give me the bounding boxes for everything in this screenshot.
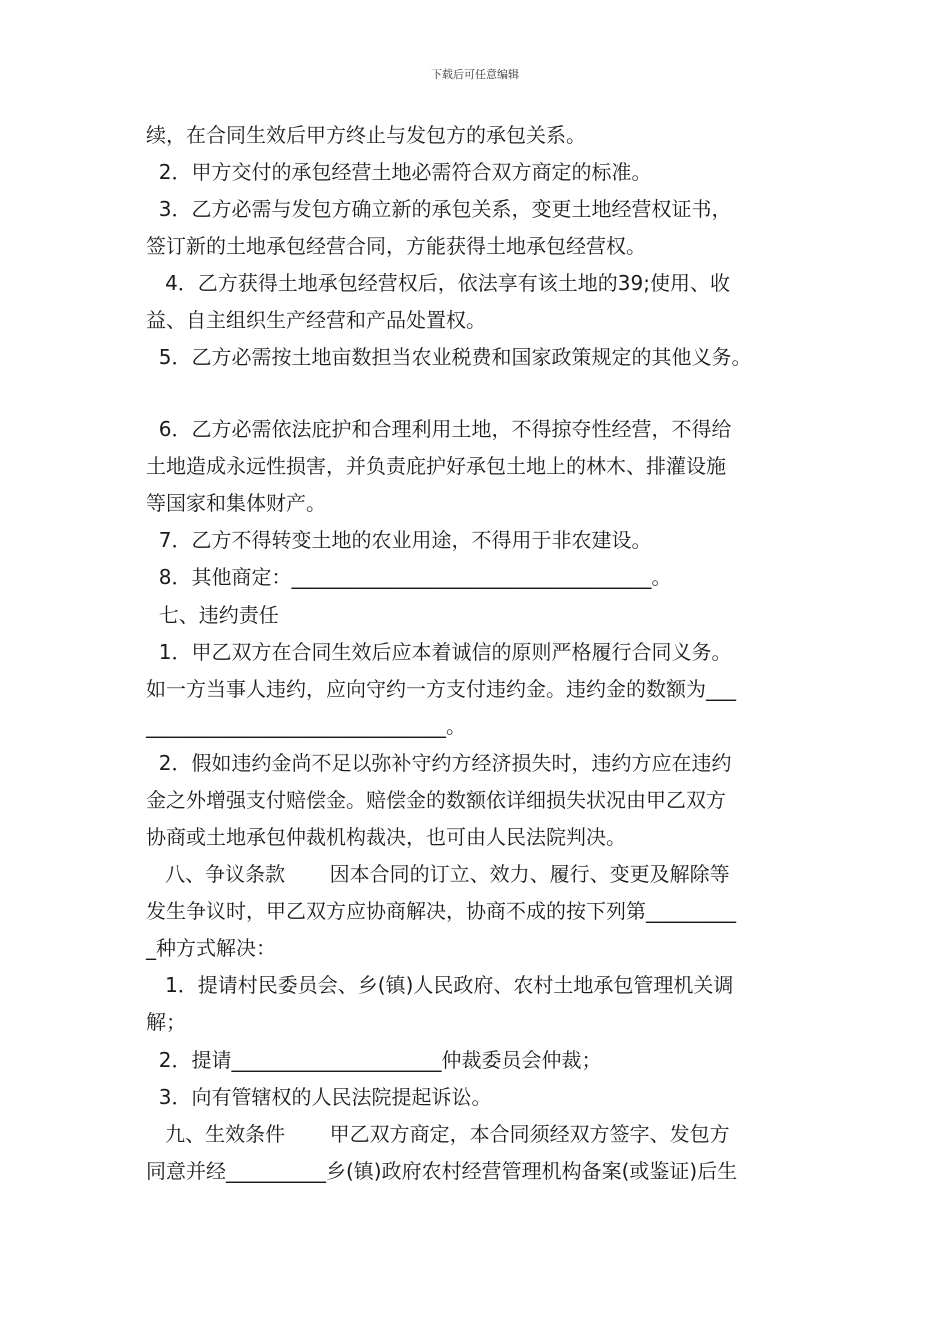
contract-line: 7．乙方不得转变土地的农业用途，不得用于非农建设。 (146, 528, 652, 552)
contract-line: 1．提请村民委员会、乡(镇)人民政府、农村土地承包管理机关调 (146, 973, 734, 997)
contract-line: 同意并经__________乡(镇)政府农村经营管理机构备案(或鉴证)后生 (146, 1159, 738, 1183)
page-header: 下载后可任意编辑 (431, 68, 519, 81)
contract-line: 5．乙方必需按土地亩数担当农业税费和国家政策规定的其他义务。 (146, 345, 752, 369)
contract-line: 续，在合同生效后甲方终止与发包方的承包关系。 (146, 123, 586, 147)
section-heading: 七、违约责任 (146, 603, 279, 627)
contract-line: 2．提请_____________________仲裁委员会仲裁； (146, 1048, 602, 1072)
contract-line: 等国家和集体财产。 (146, 491, 326, 515)
contract-line: 土地造成永远性损害，并负责庇护好承包土地上的林木、排灌设施 (146, 454, 726, 478)
contract-line: 2．甲方交付的承包经营土地必需符合双方商定的标准。 (146, 160, 652, 184)
contract-line: 发生争议时，甲乙双方应协商解决，协商不成的按下列第_________ (146, 899, 736, 923)
contract-line: 益、自主组织生产经营和产品处置权。 (146, 308, 486, 332)
contract-line: 4．乙方获得土地承包经营权后，依法享有该土地的39;使用、收 (146, 271, 730, 295)
contract-line: 2．假如违约金尚不足以弥补守约方经济损失时，违约方应在违约 (146, 751, 732, 775)
contract-line: 6．乙方必需依法庇护和合理利用土地，不得掠夺性经营，不得给 (146, 417, 732, 441)
contract-line: 8．其他商定：____________________________________。 (146, 565, 672, 589)
contract-line: 3．乙方必需与发包方确立新的承包关系，变更土地经营权证书， (146, 197, 732, 221)
contract-line: 3．向有管辖权的人民法院提起诉讼。 (146, 1085, 492, 1109)
contract-line: 1．甲乙双方在合同生效后应本着诚信的原则严格履行合同义务。 (146, 640, 732, 664)
contract-line: 签订新的土地承包经营合同，方能获得土地承包经营权。 (146, 234, 646, 258)
contract-line: ______________________________。 (146, 714, 466, 738)
contract-line: 解； (146, 1010, 186, 1034)
section-heading: 八、争议条款 因本合同的订立、效力、履行、变更及解除等 (146, 862, 730, 886)
contract-line: 金之外增强支付赔偿金。赔偿金的数额依详细损失状况由甲乙双方 (146, 788, 726, 812)
contract-line: 协商或土地承包仲裁机构裁决，也可由人民法院判决。 (146, 825, 626, 849)
contract-line: 如一方当事人违约，应向守约一方支付违约金。违约金的数额为___ (146, 677, 736, 701)
contract-line: _种方式解决： (146, 936, 276, 960)
section-heading: 九、生效条件 甲乙双方商定，本合同须经双方签字、发包方 (146, 1122, 730, 1146)
